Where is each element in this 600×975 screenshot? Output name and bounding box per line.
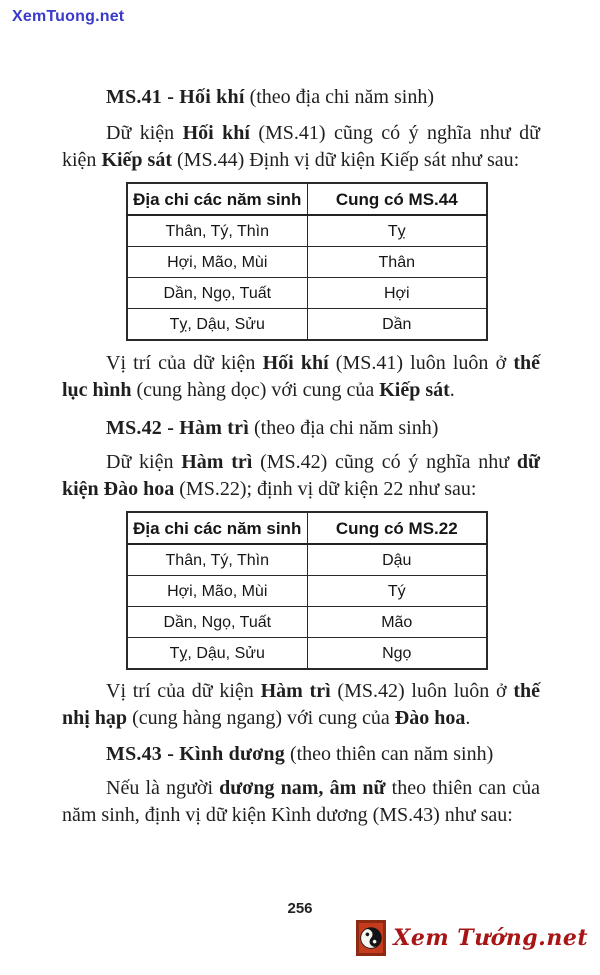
paragraph-ms42-position: Vị trí của dữ kiện Hàm trì (MS.42) luôn luôn ở thế nhị hạp (cung hàng ngang) với cung của Đào hoa. xyxy=(62,680,541,729)
table-cell: Mão xyxy=(307,607,487,638)
table-cell: Dần, Ngọ, Tuất xyxy=(127,607,307,638)
table-row xyxy=(127,309,487,341)
column-header-palace: Cung có MS.22 xyxy=(307,512,487,544)
heading-ms43: MS.43 - Kình dương (theo thiên can năm sinh) xyxy=(106,743,494,765)
heading-ms41: MS.41 - Hối khí (theo địa chi năm sinh) xyxy=(106,86,434,108)
site-logo xyxy=(356,920,588,956)
table-ms44-positions xyxy=(126,182,488,341)
table-cell: Ngọ xyxy=(307,638,487,670)
table-row xyxy=(127,215,487,247)
table-ms22-positions xyxy=(126,511,488,670)
yin-yang-icon xyxy=(356,922,387,953)
table-cell: Tỵ, Dậu, Sửu xyxy=(127,309,307,341)
table-cell: Thân xyxy=(307,247,487,278)
column-header-palace: Cung có MS.44 xyxy=(307,183,487,215)
page-content xyxy=(62,0,540,829)
table-cell: Tỵ xyxy=(307,215,487,247)
paragraph-ms41-position: Vị trí của dữ kiện Hối khí (MS.41) luôn luôn ở thế lục hình (cung hàng dọc) với cung của Kiếp sát. xyxy=(62,352,540,401)
table-row xyxy=(127,576,487,607)
table-cell: Dần xyxy=(307,309,487,341)
column-header-branches: Địa chi các năm sinh xyxy=(127,512,307,544)
logo-square xyxy=(356,920,386,956)
paragraph-ms41-intro: Dữ kiện Hối khí (MS.41) cũng có ý nghĩa như dữ kiện Kiếp sát (MS.44) Định vị dữ kiện Kiếp sát như sau: xyxy=(62,122,541,171)
heading-ms42: MS.42 - Hàm trì (theo địa chi năm sinh) xyxy=(106,417,439,439)
table-row xyxy=(127,247,487,278)
table-cell: Hợi, Mão, Mùi xyxy=(127,576,307,607)
table-cell: Dần, Ngọ, Tuất xyxy=(127,278,307,309)
table-cell: Hợi xyxy=(307,278,487,309)
paragraph-ms43-intro: Nếu là người dương nam, âm nữ theo thiên can của năm sinh, định vị dữ kiện Kình dương (MS.43) như sau: xyxy=(62,777,541,826)
table-row xyxy=(127,278,487,309)
table-cell: Hợi, Mão, Mùi xyxy=(127,247,307,278)
site-watermark: XemTuong.net xyxy=(12,8,125,25)
table-cell: Thân, Tý, Thìn xyxy=(127,215,307,247)
table-row xyxy=(127,544,487,576)
table-row xyxy=(127,638,487,670)
table-cell: Tỵ, Dậu, Sửu xyxy=(127,638,307,670)
table-header-row xyxy=(127,512,487,544)
paragraph-ms42-intro: Dữ kiện Hàm trì (MS.42) cũng có ý nghĩa như dữ kiện Đào hoa (MS.22); định vị dữ kiện 22 như sau: xyxy=(62,451,540,500)
column-header-branches: Địa chi các năm sinh xyxy=(127,183,307,215)
table-cell: Thân, Tý, Thìn xyxy=(127,544,307,576)
table-row xyxy=(127,607,487,638)
page-number: 256 xyxy=(287,900,313,917)
table-header-row xyxy=(127,183,487,215)
logo-wordmark: Xem Tướng.net xyxy=(393,925,588,951)
table-cell: Dậu xyxy=(307,544,487,576)
table-cell: Tý xyxy=(307,576,487,607)
